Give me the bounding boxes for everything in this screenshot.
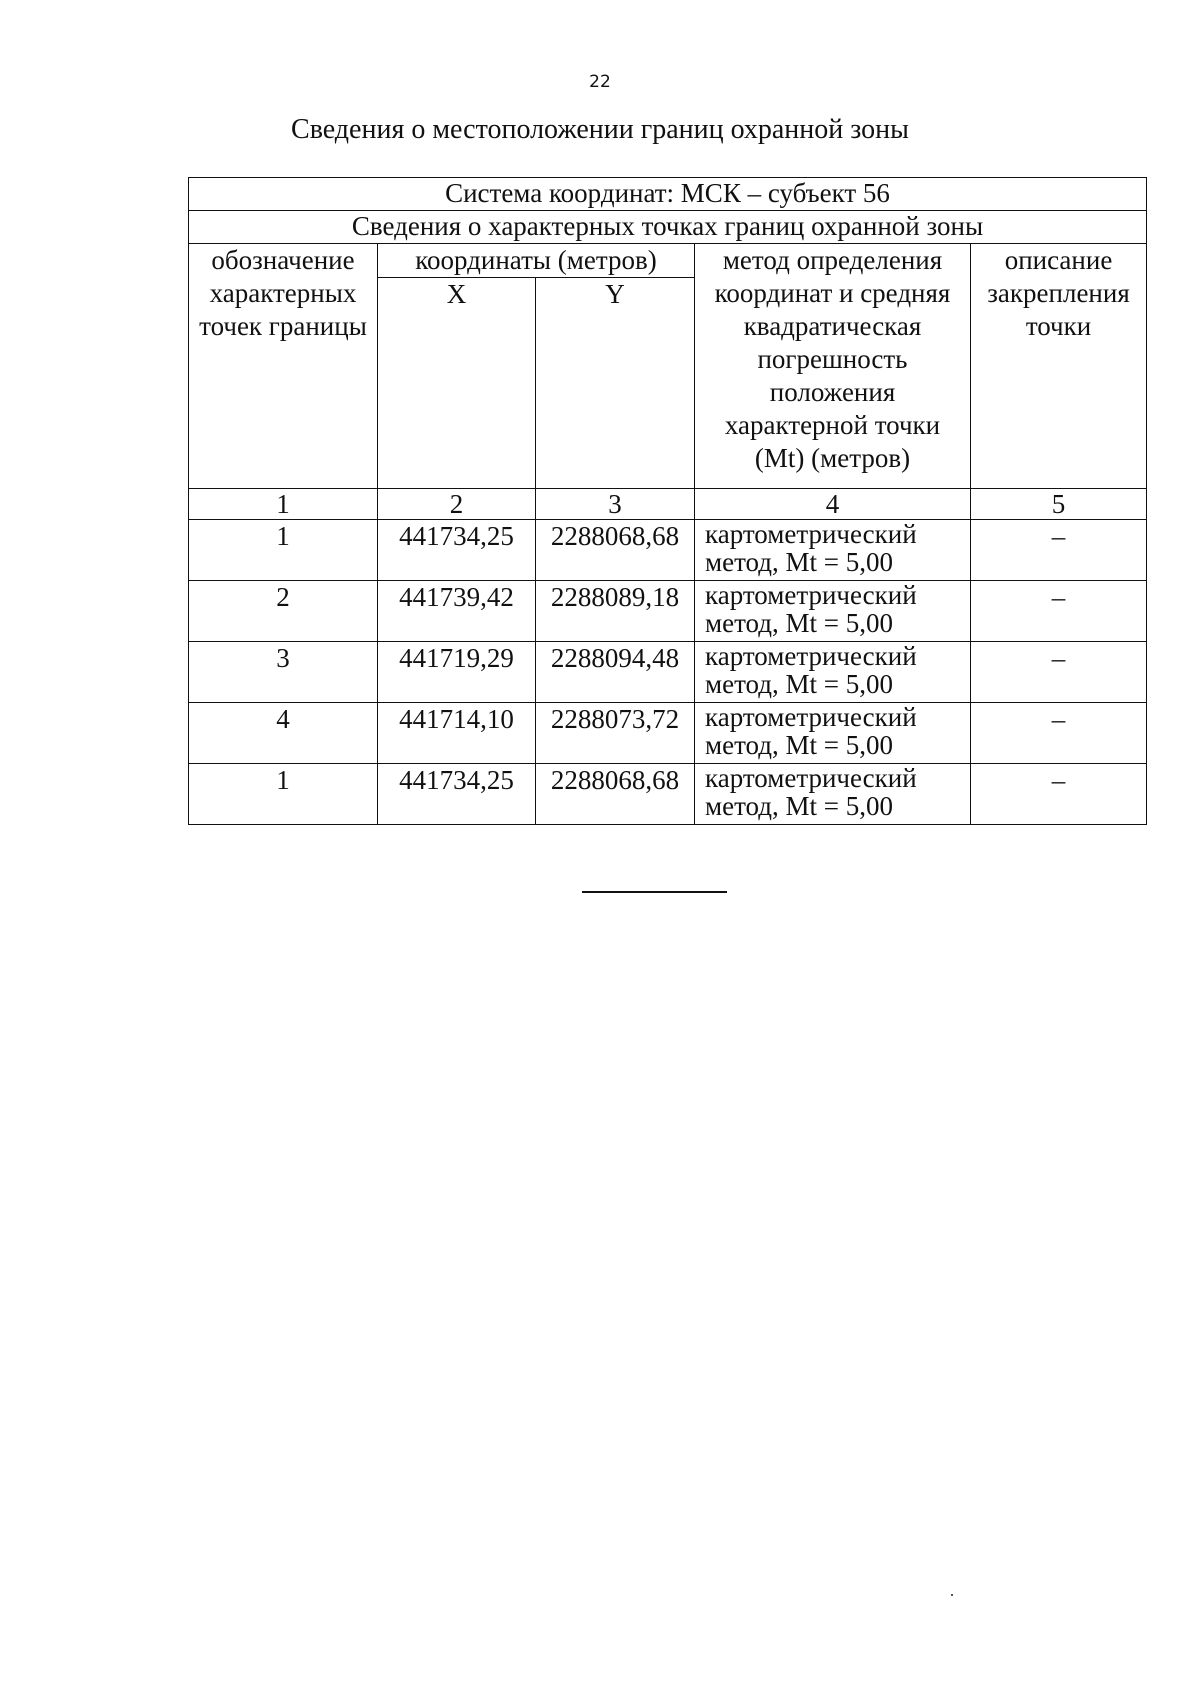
cell-x: 441714,10 [378, 703, 536, 764]
cell-method: картометрический метод, Mt = 5,00 [695, 642, 971, 703]
cell-point: 3 [189, 642, 378, 703]
coordinate-system-header: Система координат: МСК – субъект 56 [189, 178, 1147, 211]
header-coordinates: координаты (метров) [378, 244, 695, 278]
column-number: 4 [695, 489, 971, 520]
cell-point: 1 [189, 764, 378, 825]
header-method: метод определения координат и средняя квадратическая погрешность положения характерной точки (Mt) (метров) [695, 244, 971, 489]
table-row [189, 581, 1147, 642]
cell-description: – [971, 764, 1147, 825]
header-x: X [378, 278, 536, 489]
cell-description: – [971, 520, 1147, 581]
table-row [189, 642, 1147, 703]
cell-point: 1 [189, 520, 378, 581]
header-description: описание закрепления точки [971, 244, 1147, 489]
header-point-designation: обозначение характерных точек границы [189, 244, 378, 489]
cell-method: картометрический метод, Mt = 5,00 [695, 703, 971, 764]
cell-description: – [971, 703, 1147, 764]
cell-y: 2288073,72 [536, 703, 695, 764]
page-title: Сведения о местоположении границ охранной зоны [291, 114, 909, 145]
cell-x: 441734,25 [378, 764, 536, 825]
cell-y: 2288068,68 [536, 520, 695, 581]
scan-speck [951, 1594, 953, 1596]
cell-description: – [971, 581, 1147, 642]
cell-x: 441739,42 [378, 581, 536, 642]
header-y: Y [536, 278, 695, 489]
cell-description: – [971, 642, 1147, 703]
cell-x: 441734,25 [378, 520, 536, 581]
coordinates-table [188, 177, 1147, 825]
column-number: 2 [378, 489, 536, 520]
cell-y: 2288094,48 [536, 642, 695, 703]
cell-y: 2288068,68 [536, 764, 695, 825]
column-number: 3 [536, 489, 695, 520]
cell-method: картометрический метод, Mt = 5,00 [695, 581, 971, 642]
page-number: 22 [589, 72, 611, 92]
cell-point: 4 [189, 703, 378, 764]
cell-x: 441719,29 [378, 642, 536, 703]
table-row [189, 703, 1147, 764]
cell-point: 2 [189, 581, 378, 642]
cell-y: 2288089,18 [536, 581, 695, 642]
column-number: 1 [189, 489, 378, 520]
cell-method: картометрический метод, Mt = 5,00 [695, 764, 971, 825]
column-number: 5 [971, 489, 1147, 520]
table-subtitle: Сведения о характерных точках границ охранной зоны [189, 211, 1147, 244]
table-row [189, 764, 1147, 825]
cell-method: картометрический метод, Mt = 5,00 [695, 520, 971, 581]
end-separator-line [582, 891, 727, 893]
table-row [189, 520, 1147, 581]
